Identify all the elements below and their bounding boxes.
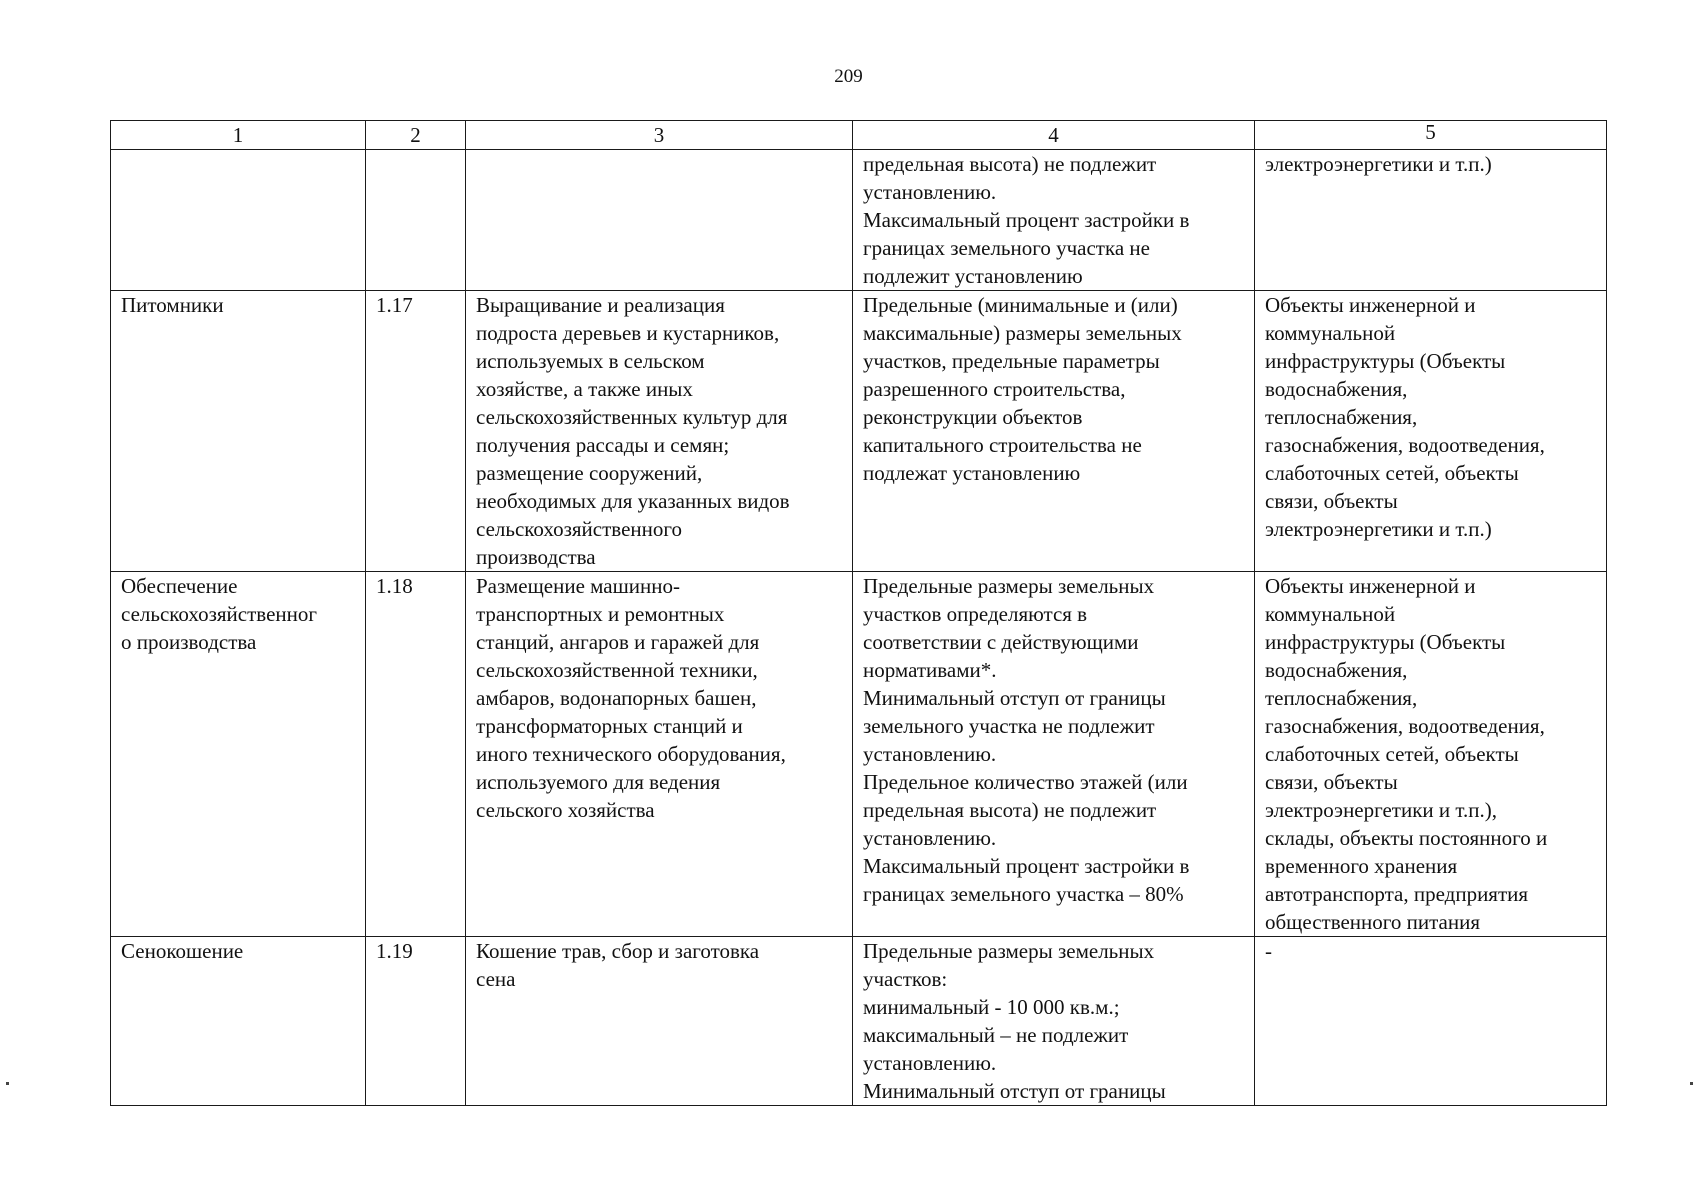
cell-land-use-name	[111, 937, 366, 1106]
parameters-line: границах земельного участка – 80%	[863, 882, 1184, 906]
cell-parameters	[853, 291, 1255, 572]
description-line: сельскохозяйственного	[476, 517, 682, 541]
land-use-name: Сенокошение	[121, 939, 244, 963]
cell-land-use-name	[111, 291, 366, 572]
description-line: сельскохозяйственной техники,	[476, 658, 758, 682]
description-line: сельскохозяйственных культур для	[476, 405, 788, 429]
objects-line: Объекты инженерной и	[1265, 293, 1476, 317]
objects-line: теплоснабжения,	[1265, 686, 1418, 710]
objects-line: связи, объекты	[1265, 489, 1398, 513]
description-line: станций, ангаров и гаражей для	[476, 630, 760, 654]
description-line: используемого для ведения	[476, 770, 721, 794]
objects-line: связи, объекты	[1265, 770, 1398, 794]
parameters-line: земельного участка не подлежит	[863, 714, 1155, 738]
parameters-line: границах земельного участка не	[863, 236, 1150, 260]
objects-line: автотранспорта, предприятия	[1265, 882, 1529, 906]
header-col-2: 2	[366, 121, 466, 150]
description-line: производства	[476, 545, 596, 569]
parameters-line: Предельные размеры земельных	[863, 939, 1155, 963]
objects-line: водоснабжения,	[1265, 377, 1408, 401]
header-row	[111, 121, 1607, 150]
parameters-line: подлежат установлению	[863, 461, 1081, 485]
land-use-name-line: о производства	[121, 630, 257, 654]
objects-line: слаботочных сетей, объекты	[1265, 461, 1519, 485]
objects-line: склады, объекты постоянного и	[1265, 826, 1548, 850]
parameters-line: предельная высота) не подлежит	[863, 152, 1157, 176]
description-line: получения рассады и семян;	[476, 433, 730, 457]
parameters-line: разрешенного строительства,	[863, 377, 1126, 401]
cell-parameters	[853, 572, 1255, 937]
table-row	[111, 150, 1607, 291]
cell-description	[466, 572, 853, 937]
parameters-line: нормативами*.	[863, 658, 997, 682]
parameters-line: установлению.	[863, 826, 997, 850]
parameters-line: максимальный – не подлежит	[863, 1023, 1129, 1047]
description-line: подроста деревьев и кустарников,	[476, 321, 780, 345]
header-col-4: 4	[853, 121, 1255, 150]
description-line: трансформаторных станций и	[476, 714, 743, 738]
cell-land-use-name	[111, 150, 366, 291]
objects-line: инфраструктуры (Объекты	[1265, 630, 1506, 654]
land-use-name: Питомники	[121, 293, 224, 317]
description-line: размещение сооружений,	[476, 461, 703, 485]
objects-line: коммунальной	[1265, 321, 1396, 345]
land-use-name-line: Обеспечение	[121, 574, 238, 598]
description-line: сена	[476, 967, 516, 991]
header-col-3: 3	[466, 121, 853, 150]
parameters-line: Минимальный отступ от границы	[863, 1079, 1166, 1103]
objects-line: электроэнергетики и т.п.),	[1265, 798, 1497, 822]
page-number: 209	[834, 66, 863, 87]
table-row	[111, 937, 1607, 1106]
objects-line: водоснабжения,	[1265, 658, 1408, 682]
parameters-line: подлежит установлению	[863, 264, 1083, 288]
cell-description	[466, 937, 853, 1106]
objects-line: инфраструктуры (Объекты	[1265, 349, 1506, 373]
objects-line: общественного питания	[1265, 910, 1480, 934]
description-line: амбаров, водонапорных башен,	[476, 686, 757, 710]
parameters-line: Предельное количество этажей (или	[863, 770, 1188, 794]
parameters-line: установлению.	[863, 742, 997, 766]
parameters-line: минимальный - 10 000 кв.м.;	[863, 995, 1120, 1019]
land-use-code: 1.18	[376, 574, 413, 598]
description-line: Кошение трав, сбор и заготовка	[476, 939, 760, 963]
description-line: хозяйстве, а также иных	[476, 377, 693, 401]
cell-objects	[1255, 937, 1607, 1106]
table-row	[111, 291, 1607, 572]
cell-code	[366, 572, 466, 937]
description-line: иного технического оборудования,	[476, 742, 786, 766]
parameters-line: максимальные) размеры земельных	[863, 321, 1182, 345]
parameters-line: установлению.	[863, 1051, 997, 1075]
description-line: Выращивание и реализация	[476, 293, 725, 317]
parameters-line: Максимальный процент застройки в	[863, 854, 1190, 878]
header-col-1: 1	[111, 121, 366, 150]
parameters-line: участков, предельные параметры	[863, 349, 1160, 373]
objects-line: электроэнергетики и т.п.)	[1265, 517, 1492, 541]
parameters-line: реконструкции объектов	[863, 405, 1083, 429]
parameters-line: участков определяются в	[863, 602, 1088, 626]
description-line: сельского хозяйства	[476, 798, 655, 822]
cell-parameters	[853, 150, 1255, 291]
objects-line: Объекты инженерной и	[1265, 574, 1476, 598]
cell-land-use-name	[111, 572, 366, 937]
objects-line: коммунальной	[1265, 602, 1396, 626]
description-line: используемых в сельском	[476, 349, 705, 373]
parameters-line: Предельные (минимальные и (или)	[863, 293, 1178, 317]
cell-description	[466, 291, 853, 572]
parameters-line: Максимальный процент застройки в	[863, 208, 1190, 232]
description-line: транспортных и ремонтных	[476, 602, 725, 626]
land-use-name-line: сельскохозяйственног	[121, 602, 317, 626]
scan-mark-left	[6, 1082, 9, 1085]
objects-line: -	[1265, 939, 1272, 963]
objects-line: временного хранения	[1265, 854, 1458, 878]
cell-description	[466, 150, 853, 291]
header-col-5: 5	[1255, 121, 1607, 150]
cell-code	[366, 937, 466, 1106]
objects-line: теплоснабжения,	[1265, 405, 1418, 429]
land-use-code: 1.19	[376, 939, 413, 963]
cell-objects	[1255, 150, 1607, 291]
land-use-table	[110, 120, 1607, 1106]
parameters-line: капитального строительства не	[863, 433, 1142, 457]
parameters-line: Предельные размеры земельных	[863, 574, 1155, 598]
cell-code	[366, 291, 466, 572]
cell-code	[366, 150, 466, 291]
parameters-line: участков:	[863, 967, 948, 991]
objects-line: газоснабжения, водоотведения,	[1265, 433, 1545, 457]
description-line: необходимых для указанных видов	[476, 489, 790, 513]
parameters-line: соответствии с действующими	[863, 630, 1139, 654]
table-row	[111, 572, 1607, 937]
cell-parameters	[853, 937, 1255, 1106]
parameters-line: предельная высота) не подлежит	[863, 798, 1157, 822]
objects-line: электроэнергетики и т.п.)	[1265, 152, 1492, 176]
objects-line: газоснабжения, водоотведения,	[1265, 714, 1545, 738]
cell-objects	[1255, 572, 1607, 937]
land-use-code: 1.17	[376, 293, 413, 317]
description-line: Размещение машинно-	[476, 574, 680, 598]
objects-line: слаботочных сетей, объекты	[1265, 742, 1519, 766]
cell-objects	[1255, 291, 1607, 572]
parameters-line: установлению.	[863, 180, 997, 204]
parameters-line: Минимальный отступ от границы	[863, 686, 1166, 710]
scan-mark-right	[1690, 1082, 1693, 1085]
